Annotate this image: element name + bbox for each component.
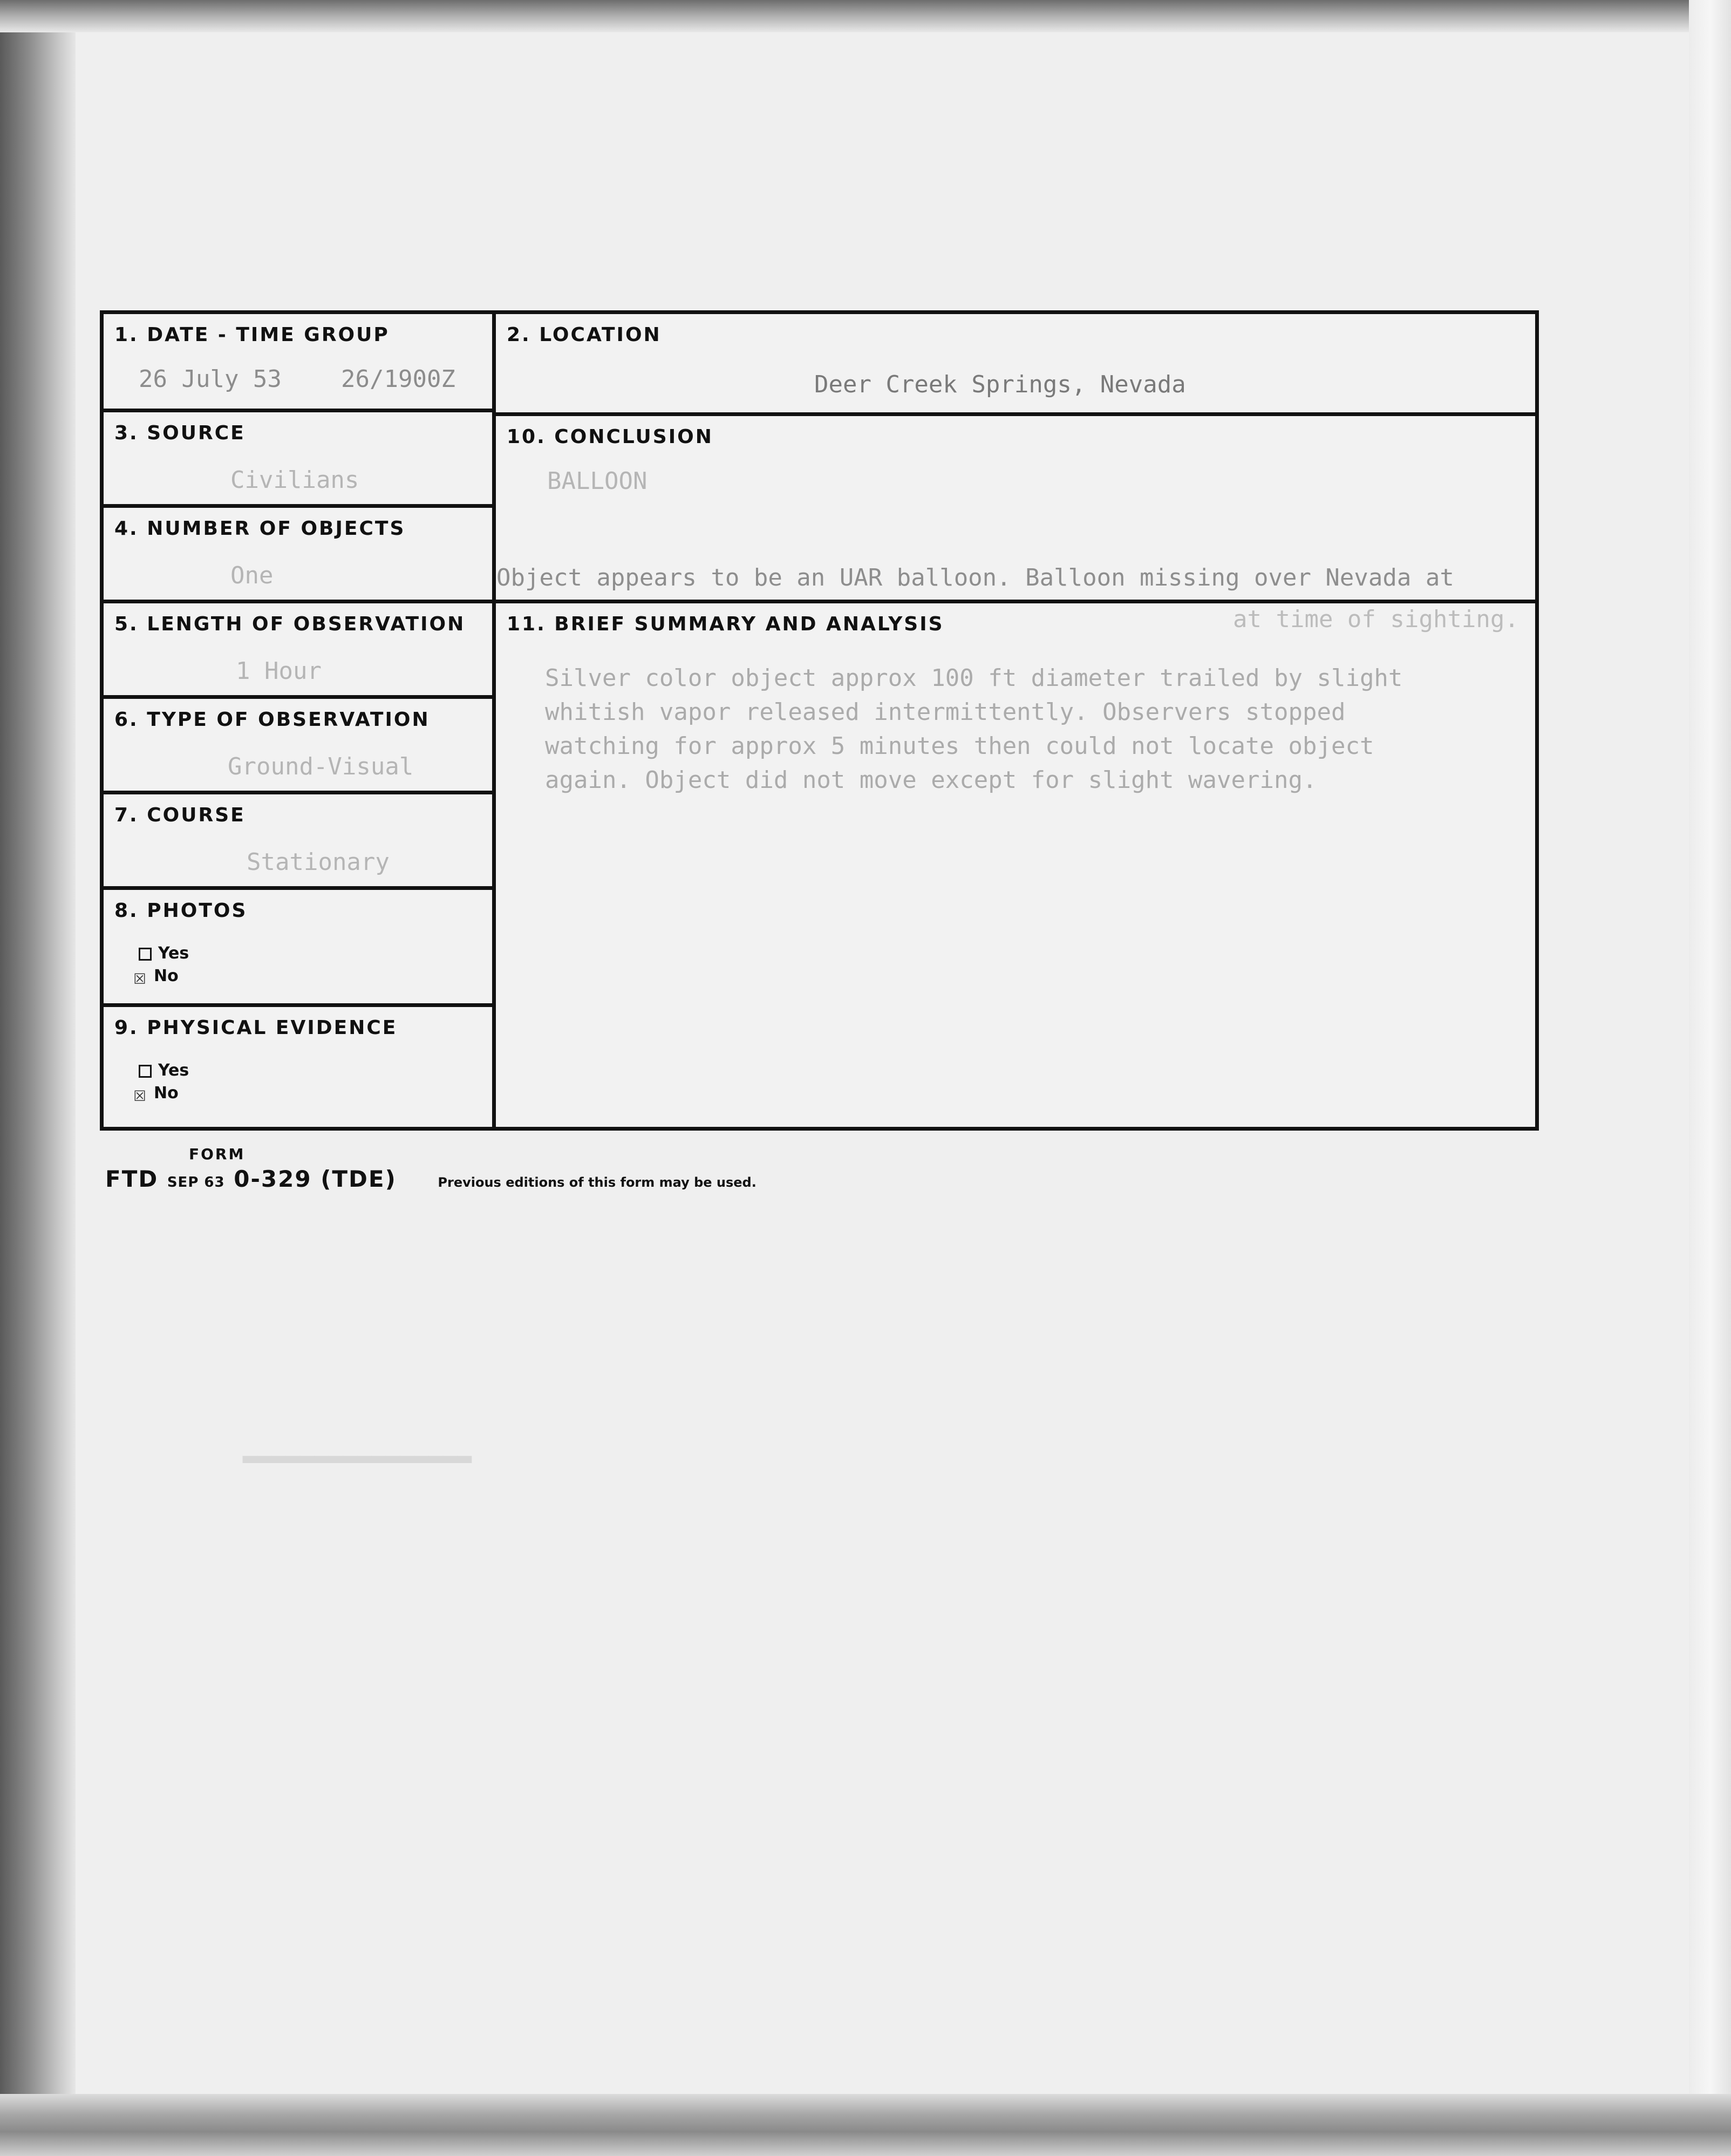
divider bbox=[104, 600, 492, 603]
number-of-objects-label: 4. NUMBER OF OBJECTS bbox=[114, 518, 406, 540]
conclusion-value: BALLOON bbox=[547, 467, 648, 495]
source-value: Civilians bbox=[230, 466, 359, 494]
source-cell bbox=[104, 412, 492, 504]
course-cell bbox=[104, 794, 492, 886]
divider bbox=[496, 600, 1535, 603]
physical-evidence-no-option[interactable] bbox=[133, 1081, 179, 1106]
type-of-observation-label: 6. TYPE OF OBSERVATION bbox=[114, 709, 430, 731]
conclusion-text-line2: at time of sighting. bbox=[1233, 606, 1519, 633]
photos-no-option[interactable] bbox=[133, 964, 179, 989]
summary-line: Silver color object approx 100 ft diameter trailed by slight bbox=[545, 664, 1403, 692]
checked-box-icon[interactable]: ☒ bbox=[133, 1081, 147, 1106]
physical-evidence-label: 9. PHYSICAL EVIDENCE bbox=[114, 1017, 398, 1039]
conclusion-label: 10. CONCLUSION bbox=[507, 426, 713, 448]
number-of-objects-value: One bbox=[230, 562, 274, 589]
scan-edge-bottom bbox=[0, 2094, 1731, 2156]
footer-number: 0-329 bbox=[234, 1166, 312, 1192]
time-value: 26/1900Z bbox=[341, 365, 455, 393]
divider bbox=[104, 695, 492, 699]
footer-form-word: FORM bbox=[189, 1145, 246, 1163]
location-cell bbox=[496, 314, 1535, 412]
footer-note: Previous editions of this form may be used. bbox=[438, 1175, 757, 1190]
footer-code: (TDE) bbox=[321, 1166, 397, 1192]
course-value: Stationary bbox=[247, 848, 390, 876]
summary-label: 11. BRIEF SUMMARY AND ANALYSIS bbox=[507, 613, 944, 635]
summary-line: whitish vapor released intermittently. Observers stopped bbox=[545, 698, 1346, 726]
summary-line: watching for approx 5 minutes then could not locate object bbox=[545, 732, 1374, 760]
course-label: 7. COURSE bbox=[114, 804, 246, 826]
divider bbox=[104, 791, 492, 794]
divider bbox=[496, 412, 1535, 416]
form-footer bbox=[105, 1166, 757, 1192]
date-value: 26 July 53 bbox=[139, 365, 282, 393]
length-of-observation-label: 5. LENGTH OF OBSERVATION bbox=[114, 613, 466, 635]
scan-edge-right bbox=[1689, 0, 1731, 2156]
checkbox-icon[interactable] bbox=[139, 1065, 152, 1078]
scan-edge-top bbox=[0, 0, 1731, 32]
type-of-observation-cell bbox=[104, 699, 492, 791]
physical-evidence-cell bbox=[104, 1007, 492, 1126]
number-of-objects-cell bbox=[104, 508, 492, 600]
type-of-observation-value: Ground-Visual bbox=[228, 753, 414, 780]
photos-no-label: No bbox=[154, 967, 179, 985]
column-divider bbox=[492, 314, 496, 1127]
physical-evidence-no-label: No bbox=[154, 1084, 179, 1103]
checkbox-icon[interactable] bbox=[139, 948, 152, 961]
photos-cell bbox=[104, 890, 492, 1003]
photos-yes-label: Yes bbox=[158, 944, 189, 963]
footer-ftd: FTD bbox=[105, 1166, 159, 1192]
summary-line: again. Object did not move except for slight wavering. bbox=[545, 766, 1317, 794]
divider bbox=[104, 409, 492, 412]
divider bbox=[104, 886, 492, 890]
physical-evidence-yes-label: Yes bbox=[158, 1061, 189, 1080]
photos-yes-option[interactable] bbox=[139, 944, 189, 963]
checked-box-icon[interactable]: ☒ bbox=[133, 964, 147, 989]
scan-edge-left bbox=[0, 0, 76, 2156]
source-label: 3. SOURCE bbox=[114, 422, 246, 444]
divider bbox=[104, 1003, 492, 1007]
footer-date: SEP 63 bbox=[167, 1174, 225, 1191]
conclusion-text-line1: Object appears to be an UAR balloon. Balloon missing over Nevada at bbox=[496, 564, 1454, 591]
date-time-cell bbox=[104, 314, 492, 409]
divider bbox=[104, 504, 492, 508]
location-value: Deer Creek Springs, Nevada bbox=[814, 371, 1186, 398]
date-time-label: 1. DATE - TIME GROUP bbox=[114, 324, 390, 346]
summary-text bbox=[545, 661, 1527, 797]
bleed-through-mark: ▂▂▂▂▂▂▂▂▂▂▂▂▂▂▂▂ bbox=[243, 1436, 472, 1463]
length-of-observation-cell bbox=[104, 603, 492, 695]
location-label: 2. LOCATION bbox=[507, 324, 662, 346]
photos-label: 8. PHOTOS bbox=[114, 900, 248, 922]
length-of-observation-value: 1 Hour bbox=[236, 657, 322, 685]
physical-evidence-yes-option[interactable] bbox=[139, 1061, 189, 1080]
